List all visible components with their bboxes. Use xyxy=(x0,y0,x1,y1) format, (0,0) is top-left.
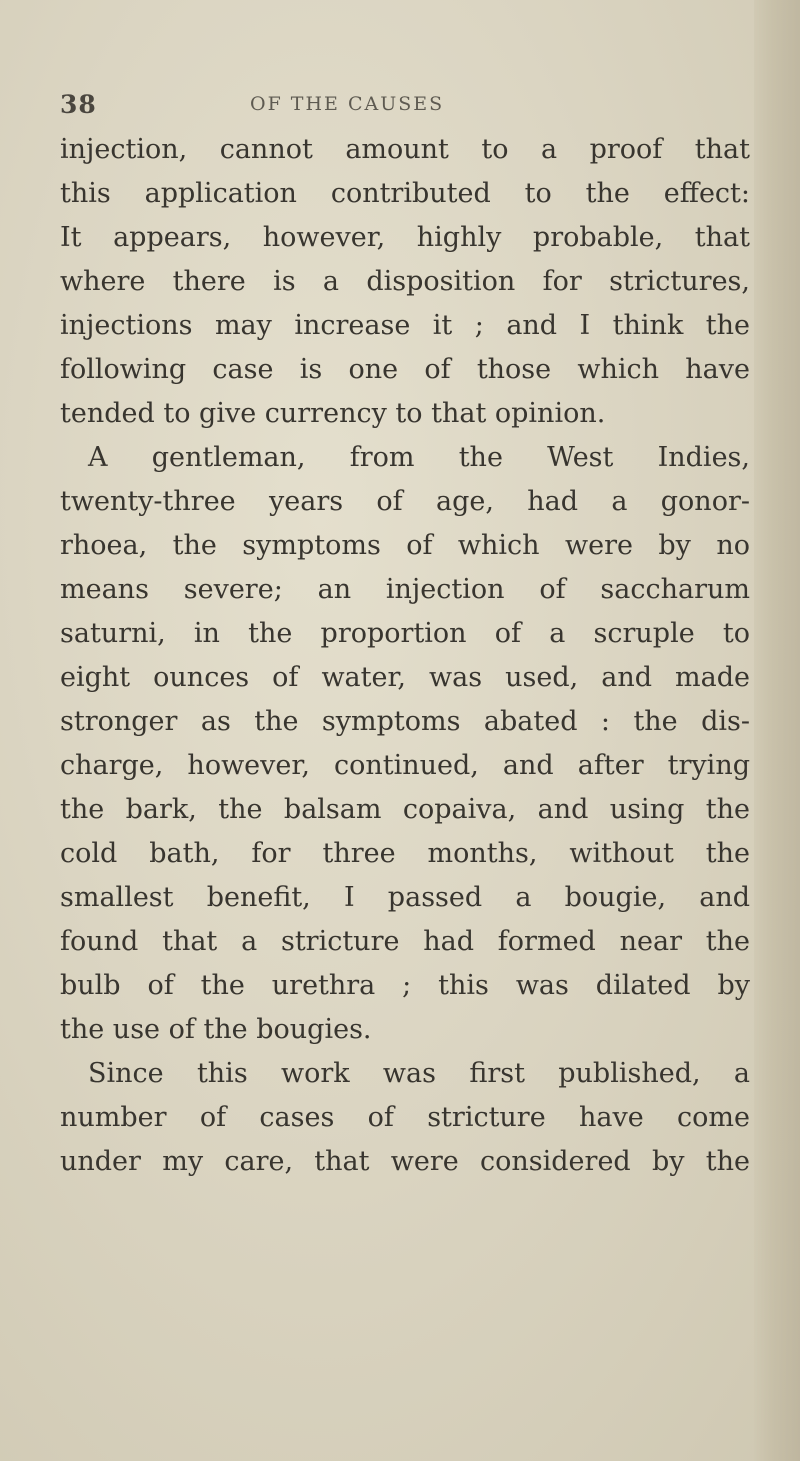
text-line: saturni, in the proportion of a scruple to xyxy=(60,618,750,649)
text-line: stronger as the symptoms abated : the dis- xyxy=(60,706,750,737)
text-line: following case is one of those which have xyxy=(60,354,750,385)
text-line: tended to give currency to that opinion. xyxy=(60,398,606,429)
page-number: 38 xyxy=(60,90,97,119)
text-line: cold bath, for three months, without the xyxy=(60,838,750,869)
page-header xyxy=(60,90,720,130)
text-line: means severe; an injection of saccharum xyxy=(60,574,750,605)
text-line: number of cases of stricture have come xyxy=(60,1102,750,1133)
text-line: this application contributed to the effect: xyxy=(60,178,750,209)
text-line: where there is a disposition for strictures, xyxy=(60,266,750,297)
text-line: injection, cannot amount to a proof that xyxy=(60,134,750,165)
running-head: OF THE CAUSES xyxy=(250,93,445,115)
text-line: charge, however, continued, and after trying xyxy=(60,750,750,781)
text-line: the use of the bougies. xyxy=(60,1014,372,1045)
text-line: injections may increase it ; and I think the xyxy=(60,310,750,341)
text-line: the bark, the balsam copaiva, and using the xyxy=(60,794,750,825)
text-line: A gentleman, from the West Indies, xyxy=(88,442,750,473)
text-line: rhoea, the symptoms of which were by no xyxy=(60,530,750,561)
text-line: found that a stricture had formed near the xyxy=(60,926,750,957)
text-line: Since this work was first published, a xyxy=(88,1058,750,1089)
text-line: smallest benefit, I passed a bougie, and xyxy=(60,882,750,913)
page-edge-shadow xyxy=(754,0,800,1461)
text-line: eight ounces of water, was used, and made xyxy=(60,662,750,693)
body-text xyxy=(60,128,750,1184)
text-line: under my care, that were considered by the xyxy=(60,1146,750,1177)
text-line: twenty-three years of age, had a gonor- xyxy=(60,486,750,517)
text-line: It appears, however, highly probable, that xyxy=(60,222,750,253)
text-line: bulb of the urethra ; this was dilated by xyxy=(60,970,750,1001)
